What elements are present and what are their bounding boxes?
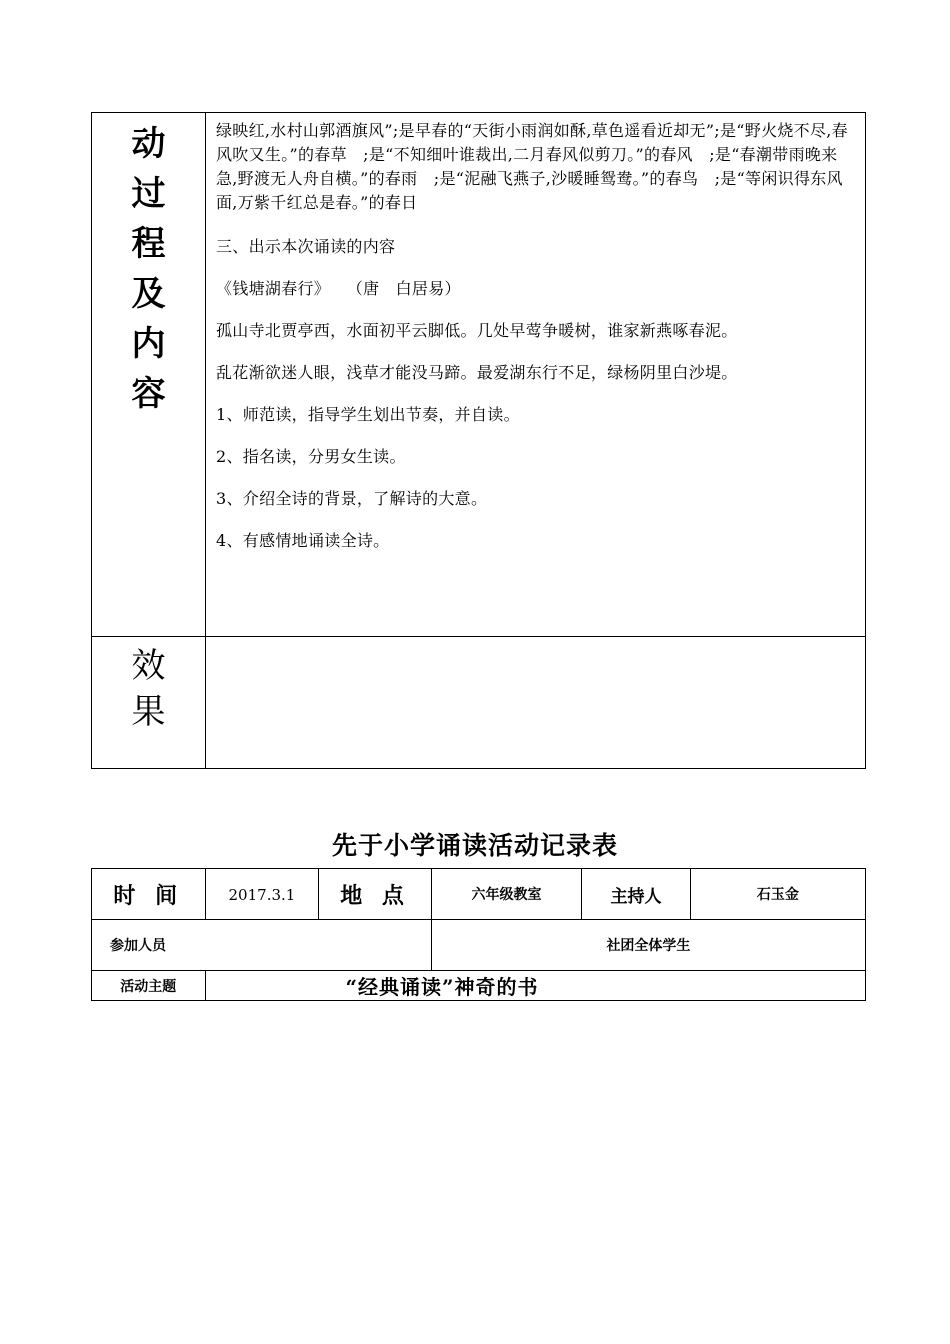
theme-value-cell: [205, 971, 865, 1001]
time-value-cell: [205, 869, 319, 920]
step-3: 3、介绍全诗的背景，了解诗的大意。: [216, 489, 488, 508]
place-value-cell: [431, 869, 581, 920]
process-content-cell: [206, 113, 866, 637]
host-label: 主持人: [610, 886, 662, 907]
step-2: 2、指名读，分男女生读。: [216, 447, 406, 466]
time-label: 时 间: [113, 882, 184, 909]
participants-label-cell: [92, 920, 432, 971]
poem-line-2: 乱花渐欲迷人眼，浅草才能没马蹄。最爱湖东行不足，绿杨阴里白沙堤。: [216, 363, 738, 382]
intro-paragraph: 绿映红,水村山郭酒旗风”;是早春的“天街小雨润如酥,草色遥看近却无”;是“野火烧不尽,春风吹又生。”的春草 ;是“不知细叶谁裁出,二月春风似剪刀。”的春风 ;是“春潮带雨晚来急,野渡无人舟自横。”的春雨 ;是“泥融飞燕子,沙暖睡鸳鸯。”的春鸟 ;是“等闲识得东风面,万紫千红总是春。”的春日: [216, 121, 848, 212]
step-1: 1、师范读，指导学生划出节奏，并自读。: [216, 405, 520, 424]
poem-title: 《钱塘湖春行》 （唐 白居易）: [216, 279, 461, 298]
effect-label-cell: [92, 637, 206, 769]
theme-label: 活动主题: [120, 978, 177, 995]
host-value: 石玉金: [756, 887, 799, 903]
place-label: 地 点: [340, 882, 410, 909]
step-4: 4、有感情地诵读全诗。: [216, 531, 390, 550]
place-value: 六年级教室: [471, 887, 542, 903]
record-table-title: 先于小学诵读活动记录表: [331, 831, 618, 860]
section-heading: 三、出示本次诵读的内容: [216, 237, 396, 256]
poem-line-1: 孤山寺北贾亭西，水面初平云脚低。几处早莺争暖树，谁家新燕啄春泥。: [216, 321, 738, 340]
theme-value: “经典诵读”神奇的书: [345, 975, 539, 999]
theme-label-cell: [92, 971, 206, 1001]
activity-record-table: [91, 868, 866, 1001]
effect-content-cell: [206, 637, 866, 769]
host-value-cell: [690, 869, 865, 920]
host-label-cell: [582, 869, 691, 920]
process-label-cell: [92, 113, 206, 637]
effect-label: 效果: [131, 646, 166, 732]
process-label: 动过程及内容: [131, 124, 166, 414]
place-label-cell: [319, 869, 432, 920]
activity-process-table: [91, 112, 866, 769]
participants-value-cell: [431, 920, 865, 971]
time-value: 2017.3.1: [228, 885, 296, 904]
participants-value: 社团全体学生: [606, 938, 691, 954]
participants-label: 参加人员: [110, 938, 166, 954]
time-label-cell: [92, 869, 206, 920]
